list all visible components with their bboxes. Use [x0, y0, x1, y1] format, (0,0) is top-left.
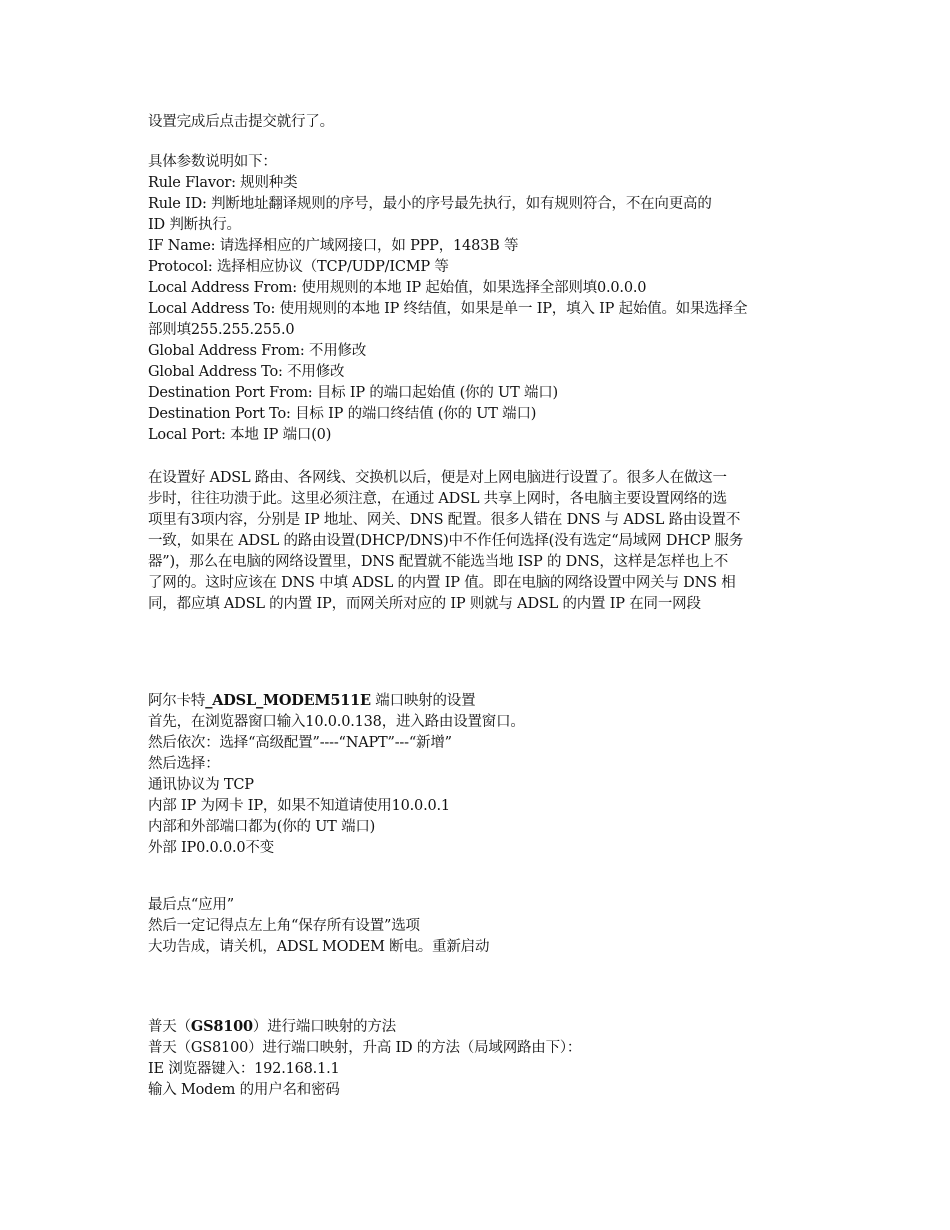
paragraph-line: 步时，往往功溃于此。这里必须注意，在通过 ADSL 共享上网时，各电脑主要设置网络的选 — [148, 491, 727, 507]
step-line: 然后选择： — [148, 756, 220, 772]
putian-title-suffix: ）进行端口映射的方法 — [252, 1019, 396, 1035]
final-line: 然后一定记得点左上角“保存所有设置”选项 — [148, 918, 420, 934]
step-line: 然后依次：选择“高级配置”----“NAPT”---“新增” — [148, 735, 452, 751]
step-line: 内部 IP 为网卡 IP，如果不知道请使用10.0.0.1 — [148, 798, 450, 814]
paragraph-line: 一致，如果在 ADSL 的路由设置(DHCP/DNS)中不作任何选择(没有选定“局域网 DHCP 服务 — [148, 533, 744, 549]
step-line: 内部和外部端口都为(你的 UT 端口) — [148, 819, 376, 835]
final-line: 最后点“应用” — [148, 897, 234, 913]
putian-title — [148, 1016, 581, 1038]
params-section — [148, 152, 747, 446]
step-line: 普天（GS8100）进行端口映射，升高 ID 的方法（局域网路由下）： — [148, 1040, 582, 1056]
putian-title-prefix: 普天（ — [148, 1019, 191, 1035]
step-line: 首先，在浏览器窗口输入10.0.0.138，进入路由设置窗口。 — [148, 714, 525, 730]
alcatel-title — [148, 690, 525, 712]
putian-section — [148, 1016, 581, 1101]
param-line: Protocol: 选择相应协议（TCP/UDP/ICMP 等 — [148, 259, 449, 275]
intro-text: 设置完成后点击提交就行了。 — [148, 114, 334, 130]
adsl-paragraph — [148, 468, 743, 615]
final-line: 大功告成，请关机，ADSL MODEM 断电。重新启动 — [148, 939, 490, 955]
alcatel-title-suffix: 端口映射的设置 — [370, 693, 476, 709]
param-line: Local Port: 本地 IP 端口(0) — [148, 427, 332, 443]
alcatel-final — [148, 895, 489, 958]
param-line: IF Name: 请选择相应的广域网接口，如 PPP，1483B 等 — [148, 238, 519, 254]
paragraph-line: 项里有3项内容，分别是 IP 地址、网关、DNS 配置。很多人错在 DNS 与 ADSL 路由设置不 — [148, 512, 741, 528]
alcatel-section — [148, 690, 525, 859]
param-line: 部则填255.255.255.0 — [148, 322, 295, 338]
paragraph-line: 器”)，那么在电脑的网络设置里，DNS 配置就不能选当地 ISP 的 DNS，这样是怎样也上不 — [148, 554, 729, 570]
step-line: 通讯协议为 TCP — [148, 777, 254, 793]
paragraph-line: 在设置好 ADSL 路由、各网线、交换机以后，便是对上网电脑进行设置了。很多人在做这一 — [148, 470, 727, 486]
paragraph-line: 了网的。这时应该在 DNS 中填 ADSL 的内置 IP 值。即在电脑的网络设置中网关与 DNS 相 — [148, 575, 736, 591]
step-line: IE 浏览器键入：192.168.1.1 — [148, 1061, 340, 1077]
param-line: Destination Port To: 目标 IP 的端口终结值 (你的 UT 端口) — [148, 406, 537, 422]
step-line: 输入 Modem 的用户名和密码 — [148, 1082, 340, 1098]
param-line: Destination Port From: 目标 IP 的端口起始值 (你的 UT 端口) — [148, 385, 559, 401]
param-line: Rule ID: 判断地址翻译规则的序号，最小的序号最先执行，如有规则符合，不在向更高的 — [148, 196, 712, 212]
param-line: Local Address To: 使用规则的本地 IP 终结值，如果是单一 IP，填入 IP 起始值。如果选择全 — [148, 301, 748, 317]
param-line: Local Address From: 使用规则的本地 IP 起始值，如果选择全部则填0.0.0.0 — [148, 280, 647, 296]
params-heading: 具体参数说明如下： — [148, 154, 277, 170]
param-line: ID 判断执行。 — [148, 217, 241, 233]
putian-model: GS8100 — [190, 1018, 253, 1035]
alcatel-model: _ADSL_MODEM511E — [205, 692, 371, 709]
param-line: Global Address From: 不用修改 — [148, 343, 367, 359]
step-line: 外部 IP0.0.0.0不变 — [148, 840, 275, 856]
alcatel-title-prefix: 阿尔卡特 — [148, 693, 206, 709]
paragraph-line: 同，都应填 ADSL 的内置 IP，而网关所对应的 IP 则就与 ADSL 的内置 IP 在同一网段 — [148, 596, 701, 612]
param-line: Rule Flavor: 规则种类 — [148, 175, 298, 191]
param-line: Global Address To: 不用修改 — [148, 364, 345, 380]
